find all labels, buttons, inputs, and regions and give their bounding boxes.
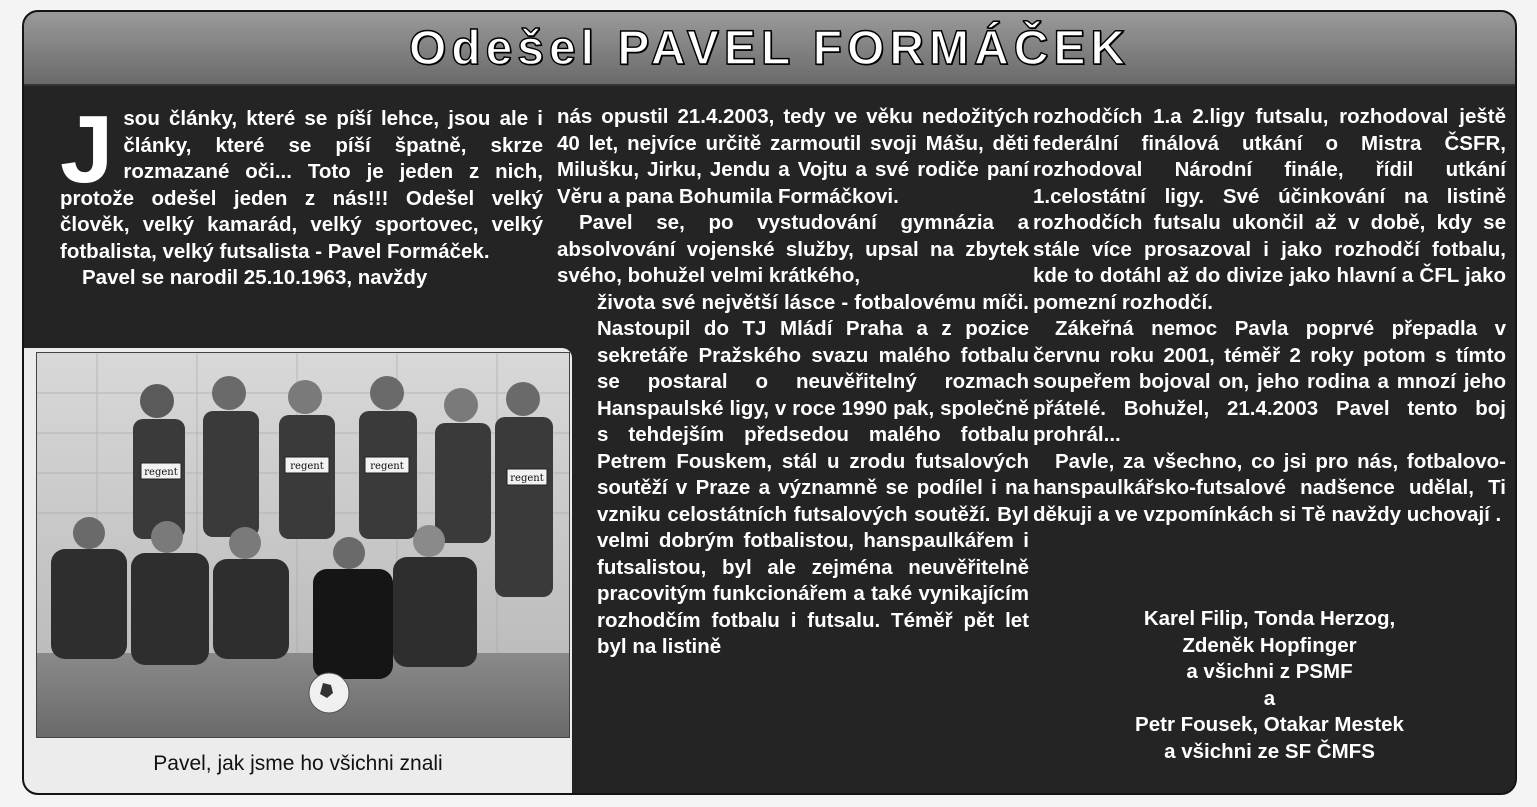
signature-line: a všichni z PSMF: [1186, 660, 1353, 683]
career-paragraph: života své největší lásce - fotbalovému míči. Nastoupil do TJ Mládí Praha a z pozice sekretáře Pražského svazu malého fotbalu se postaral o neuvěřitelný rozmach Hanspaulské ligy, v roce 1990 pak, společně s tehdejším předsedou malého fotbalu Petrem Fouskem, stál u zrodu futsalových soutěží v Praze a významně se podílel i na vzniku celostátních futsalových soutěží. Byl velmi dobrým fotbalistou, hanspaulkářem i futsalistou, byl ale zejména neuvěřitelně pracovitým funkcionářem a také vynikajícím rozhodčím fotbalu i futsalu. Téměř pět let byl na listině: [597, 290, 1029, 658]
sponsor-label: regent: [144, 467, 178, 478]
birth-paragraph: Pavel se narodil 25.10.1963, navždy: [82, 266, 428, 289]
title-band: [24, 12, 1515, 86]
intro-text: sou články, které se píší lehce, jsou ale i články, které se píší špatně, skrze rozmazané oči... Toto je jeden z nich, protože odešel jeden z nás!!! Odešel velký člověk, velký kamarád, velký sportovec, velký fotbalista, velký futsalista - Pavel Formáček.: [60, 107, 543, 263]
drop-cap: J: [60, 96, 114, 203]
death-paragraph: nás opustil 21.4.2003, tedy ve věku nedožitých 40 let, nejvíce určitě zarmoutil svoji Mášu, děti Milušku, Jirku, Jendu a Vojtu a své rodiče paní Věru a pana Bohumila Formáčkovi.: [557, 105, 1029, 208]
sponsor-label: regent: [510, 473, 544, 484]
illness-paragraph: Zákeřná nemoc Pavla poprvé přepadla v červnu roku 2001, téměř 2 roky potom s tímto soupeřem bojoval on, jeho rodina a mnozí jeho přátelé. Bohužel, 21.4.2003 Pavel tento boj prohrál...: [1033, 317, 1506, 446]
article-title: Odešel PAVEL FORMÁČEK: [408, 21, 1131, 75]
signature-line: a všichni ze SF ČMFS: [1164, 739, 1375, 763]
team-photo: [36, 352, 570, 738]
signature-line: Zdeněk Hopfinger: [1182, 633, 1357, 657]
article-frame: [22, 10, 1517, 795]
signature-line: Petr Fousek, Otakar Mestek: [1135, 713, 1404, 736]
column-1: [60, 96, 543, 292]
farewell-paragraph: Pavle, za všechno, co jsi pro nás, fotbalovo-hanspaulkářsko-futsalové nadšence udělal, Ti děkuji a ve vzpomínkách si Tě navždy uchovají .: [1033, 449, 1506, 526]
column-2: [557, 104, 1029, 661]
referee-paragraph: rozhodčích 1.a 2.ligy futsalu, rozhodoval ještě federální finálová utkání o Mistra ČSFR, rozhodoval Národní finále, řídil utkání 1.celostátní ligy. Své účinkování na listině rozhodčích futsalu ukončil až v době, kdy se stále více prosazoval i jako rozhodčí fotbalu, kde to dotáhl až do divize jako hlavní a ČFL jako pomezní rozhodčí.: [1033, 105, 1506, 314]
photo-box: [24, 348, 572, 795]
career-paragraph-start: Pavel se, po vystudování gymnázia a absolvování vojenské služby, upsal na zbytek svého, bohužel velmi krátkého,: [557, 211, 1029, 287]
signature-line: Karel Filip, Tonda Herzog,: [1143, 607, 1396, 630]
sponsor-label: regent: [370, 461, 404, 472]
intro-paragraph: [60, 96, 543, 265]
team-photo-image: [37, 353, 569, 737]
column-3: [1033, 104, 1506, 528]
signature-block: [1033, 606, 1506, 765]
sponsor-label: regent: [290, 461, 324, 472]
photo-caption: Pavel, jak jsme ho všichni znali: [153, 752, 443, 775]
signature-line: a: [1263, 686, 1276, 710]
